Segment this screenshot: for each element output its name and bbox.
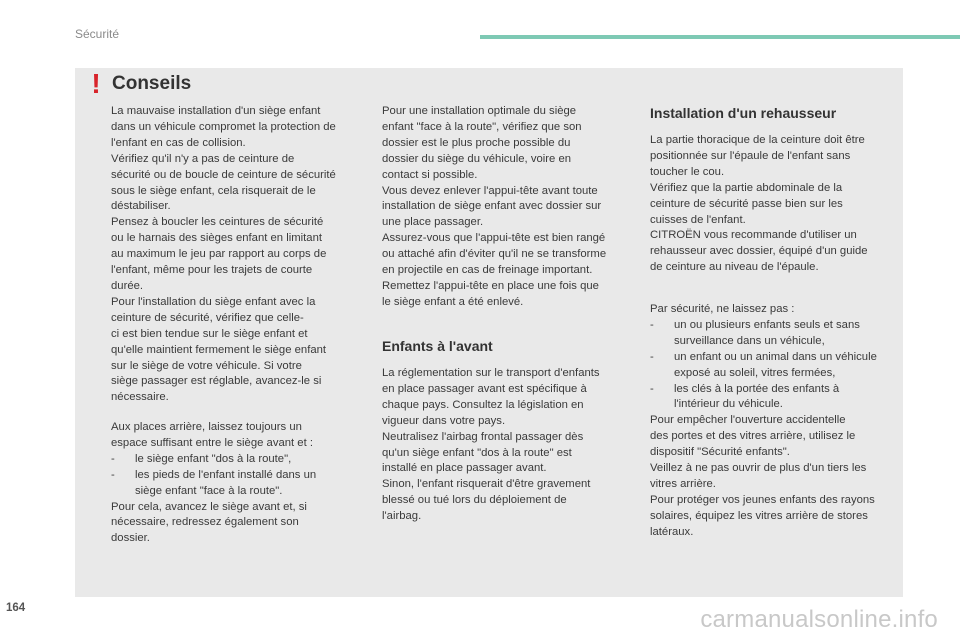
col1b-outro — [111, 500, 361, 548]
text-line: chaque pays. Consultez la législation en — [382, 398, 584, 411]
text-line: positionnée sur l'épaule de l'enfant sans — [650, 149, 851, 162]
bullet-item — [111, 452, 361, 468]
col2-text — [382, 104, 634, 311]
text-line: ceinture de sécurité, vérifiez que celle- — [111, 311, 304, 324]
text-line: l'enfant en cas de collision. — [111, 136, 246, 149]
text-line: Vérifiez qu'il n'y a pas de ceinture de — [111, 152, 295, 165]
text-line: dossier du siège du véhicule, voire en — [382, 152, 572, 165]
bullet-item — [650, 350, 900, 382]
text-line: cuisses de l'enfant. — [650, 213, 746, 226]
text-line: Pour une installation optimale du siège — [382, 105, 577, 117]
text-line: installation de siège enfant avec dossier sur — [382, 200, 602, 213]
bullet-dash: - — [650, 382, 654, 395]
text-line: sous le siège enfant, cela risquerait de le — [111, 184, 316, 197]
bullet-item — [650, 382, 900, 414]
text-line: Vérifiez que la partie abdominale de la — [650, 181, 843, 194]
text-line: ci est bien tendue sur le siège enfant et — [111, 327, 308, 340]
bullet-dash: - — [650, 318, 654, 331]
text-line: surveillance dans un véhicule, — [674, 334, 825, 347]
text-line: une place passager. — [382, 216, 484, 229]
text-line: nécessaire. — [111, 391, 169, 404]
bullet-dash: - — [650, 350, 654, 363]
text-line: un enfant ou un animal dans un véhicule — [674, 350, 877, 363]
text-line: La mauvaise installation d'un siège enfant — [111, 105, 321, 117]
text-line: en projectile en cas de freinage important. — [382, 264, 593, 277]
text-line: au maximum le jeu par rapport au corps de — [111, 248, 327, 261]
text-line: l'airbag. — [382, 510, 422, 523]
text-line: rehausseur avec dossier, équipé d'un guide — [650, 245, 868, 258]
text-line: Veillez à ne pas ouvrir de plus d'un tiers les — [650, 462, 867, 475]
text-line: solaires, équipez les vitres arrière de stores — [650, 509, 868, 522]
text-line: contact si possible. — [382, 168, 478, 181]
text-line: ou le harnais des sièges enfant en limitant — [111, 232, 323, 245]
bullet-text — [135, 468, 361, 500]
watermark: carmanualsonline.info — [700, 606, 938, 633]
text-line: qu'un siège enfant "dos à la route" est — [382, 446, 572, 459]
text-line: dossier est le plus proche possible du — [382, 136, 571, 149]
text-line: en place passager avant est spécifique à — [382, 382, 587, 395]
bullet-item — [650, 318, 900, 350]
text-line: sécurité ou de boucle de ceinture de sécurité — [111, 168, 336, 181]
text-line: durée. — [111, 279, 144, 292]
text-line: les pieds de l'enfant installé dans un — [135, 468, 317, 481]
col1b-bullets — [111, 452, 361, 500]
conseils-heading: Conseils — [112, 73, 192, 94]
section-accent-bar — [480, 35, 960, 39]
rehausseur-heading: Installation d'un rehausseur — [650, 105, 837, 121]
bullet-dash: - — [111, 452, 115, 465]
text-line: toucher le cou. — [650, 165, 725, 178]
col1-text — [111, 104, 361, 406]
text-line: dispositif "Sécurité enfants". — [650, 446, 790, 459]
text-line: les clés à la portée des enfants à — [674, 382, 840, 395]
col1-rear-seats-text — [111, 420, 361, 547]
text-line: La partie thoracique de la ceinture doit être — [650, 134, 865, 146]
text-line: installé en place passager avant. — [382, 462, 547, 475]
text-line: Vous devez enlever l'appui-tête avant toute — [382, 184, 598, 197]
text-line: Pour l'installation du siège enfant avec la — [111, 295, 316, 308]
text-line: Par sécurité, ne laissez pas : — [650, 303, 795, 315]
text-line: CITROËN vous recommande d'utiliser un — [650, 229, 857, 242]
text-line: ou attaché afin d'éviter qu'il ne se transforme — [382, 248, 607, 261]
bullet-dash: - — [111, 468, 115, 481]
text-line: Pour empêcher l'ouverture accidentelle — [650, 414, 846, 427]
text-line: vigueur dans votre pays. — [382, 414, 506, 427]
text-line: l'enfant, même pour les trajets de courte — [111, 264, 313, 277]
text-line: Sinon, l'enfant risquerait d'être gravement — [382, 478, 591, 491]
text-line: siège enfant "face à la route". — [135, 484, 283, 497]
text-line: latéraux. — [650, 525, 694, 538]
col3b-outro — [650, 413, 900, 540]
bullet-text — [674, 350, 900, 382]
text-line: espace suffisant entre le siège avant et : — [111, 436, 314, 449]
text-line: Pour protéger vos jeunes enfants des rayons — [650, 493, 875, 506]
text-line: qu'elle maintient fermement le siège enfant — [111, 343, 327, 356]
text-line: vitres arrière. — [650, 477, 716, 490]
bullet-text — [674, 318, 900, 350]
text-line: exposé au soleil, vitres fermées, — [674, 366, 836, 379]
text-line: sur le siège de votre véhicule. Si votre — [111, 359, 302, 372]
section-title: Sécurité — [75, 27, 120, 41]
text-line: La réglementation sur le transport d'enfants — [382, 367, 600, 379]
text-line: dans un véhicule compromet la protection de — [111, 120, 336, 133]
text-line: l'intérieur du véhicule. — [674, 398, 783, 411]
col3-safety-text — [650, 302, 900, 541]
text-line: nécessaire, redressez également son — [111, 516, 299, 529]
text-line: déstabiliser. — [111, 200, 171, 213]
bullet-item — [111, 468, 361, 500]
text-line: Assurez-vous que l'appui-tête est bien rangé — [382, 232, 606, 245]
col1b-intro — [111, 420, 361, 452]
page-number: 164 — [6, 602, 26, 614]
text-line: dossier. — [111, 532, 150, 545]
col3b-intro — [650, 302, 900, 318]
exclamation-icon: ! — [91, 68, 101, 99]
enfants-avant-heading: Enfants à l'avant — [382, 338, 493, 354]
text-line: Aux places arrière, laissez toujours un — [111, 421, 302, 433]
col3b-bullets — [650, 318, 900, 413]
col2-enfants-text — [382, 366, 634, 525]
text-line: Neutralisez l'airbag frontal passager dès — [382, 430, 584, 443]
col3-text — [650, 133, 900, 276]
text-line: le siège enfant "dos à la route", — [135, 452, 292, 465]
bullet-text — [135, 452, 361, 468]
text-line: Remettez l'appui-tête en place une fois que — [382, 279, 599, 292]
text-line: un ou plusieurs enfants seuls et sans — [674, 318, 860, 331]
text-line: des portes et des vitres arrière, utilisez le — [650, 430, 856, 443]
text-line: ceinture de sécurité passe bien sur les — [650, 197, 843, 210]
text-line: le siège enfant a été enlevé. — [382, 295, 524, 308]
text-line: blessé ou tué lors du déploiement de — [382, 494, 567, 507]
bullet-text — [674, 382, 900, 414]
text-line: Pour cela, avancez le siège avant et, si — [111, 500, 307, 513]
text-line: de ceinture au niveau de l'épaule. — [650, 261, 819, 274]
text-line: siège passager est réglable, avancez-le si — [111, 375, 322, 388]
text-line: Pensez à boucler les ceintures de sécurité — [111, 216, 324, 229]
text-line: enfant "face à la route", vérifiez que son — [382, 120, 582, 133]
